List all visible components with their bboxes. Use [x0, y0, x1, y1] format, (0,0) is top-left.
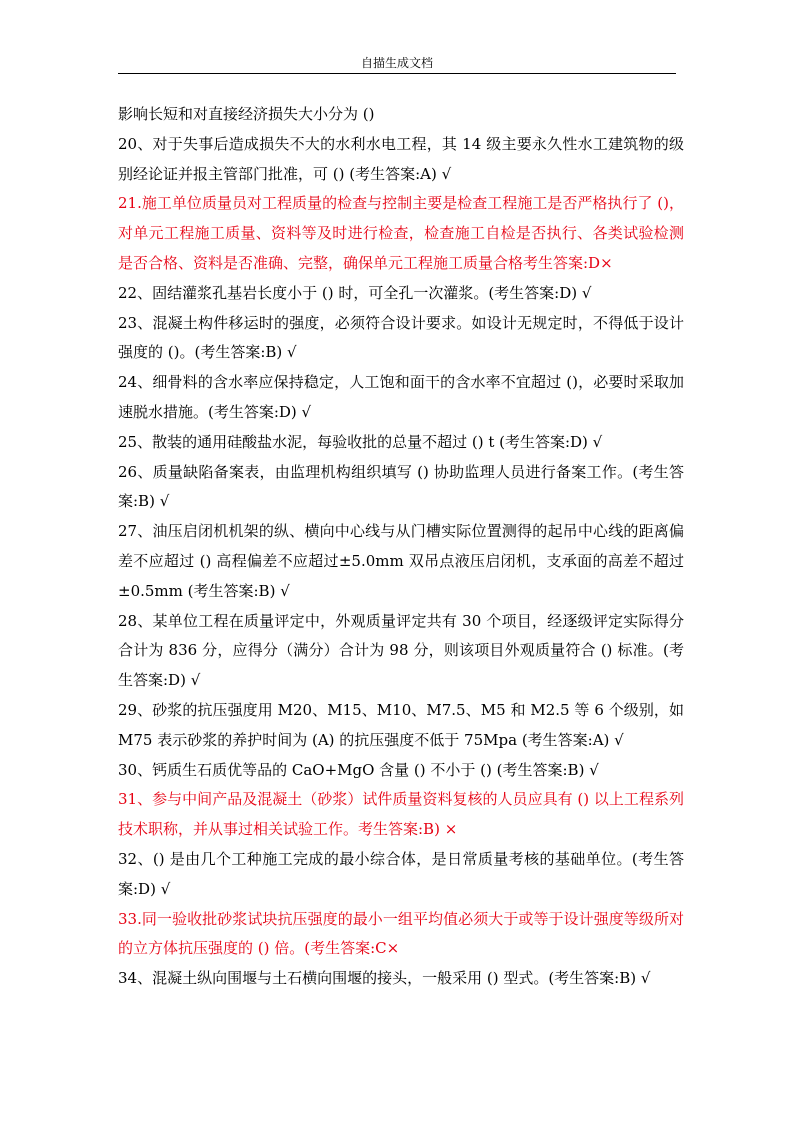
question-text: 27、油压启闭机机架的纵、横向中心线与从门槽实际位置测得的起吊中心线的距离偏差不应超过 () 高程偏差不应超过±5.0mm 双吊点液压启闭机，支承面的高差不超过±0.5mm (考生答案:B) √: [118, 522, 684, 600]
question-text: 20、对于失事后造成损失不大的水利水电工程，其 14 级主要永久性水工建筑物的级别经论证并报主管部门批准，可 () (考生答案:A) √: [118, 134, 684, 183]
question-text: 28、某单位工程在质量评定中，外观质量评定共有 30 个项目，经逐级评定实际得分合计为 836 分，应得分（满分）合计为 98 分，则该项目外观质量符合 () 标准。(考生答案:D) √: [118, 611, 684, 690]
question-text: 21.施工单位质量员对工程质量的检查与控制主要是检查工程施工是否严格执行了 ()，对单元工程施工质量、资料等及时进行检查，检查施工自检是否执行、各类试验检测是否合格、资料是否准确、完整，确保单元工程施工质量合格考生答案:D×: [118, 194, 684, 272]
header-divider: [118, 73, 676, 74]
question-text: 31、参与中间产品及混凝土（砂浆）试件质量资料复核的人员应具有 () 以上工程系列技术职称，并从事过相关试验工作。考生答案:B) ×: [118, 790, 684, 839]
question-text: 25、散装的通用硅酸盐水泥，每验收批的总量不超过 () t (考生答案:D) √: [118, 432, 603, 451]
question-text: 32、() 是由几个工种施工完成的最小综合体，是日常质量考核的基础单位。(考生答案:D) √: [118, 849, 684, 898]
question-text: 33.同一验收批砂浆试块抗压强度的最小一组平均值必须大于或等于设计强度等级所对的立方体抗压强度的 () 倍。(考生答案:C×: [118, 909, 684, 958]
question-text: 30、钙质生石质优等品的 CaO+MgO 含量 () 不小于 () (考生答案:B) √: [118, 760, 599, 779]
question-text: 29、砂浆的抗压强度用 M20、M15、M10、M7.5、M5 和 M2.5 等 6 个级别，如 M75 表示砂浆的养护时间为 (A) 的抗压强度不低于 75Mpa (考生答案:A) √: [118, 700, 684, 749]
question-text: 23、混凝土构件移运时的强度，必须符合设计要求。如设计无规定时，不得低于设计强度的 ()。(考生答案:B) √: [118, 313, 684, 362]
question-text: 影响长短和对直接经济损失大小分为 (): [118, 105, 375, 123]
question-text: 34、混凝土纵向围堰与土石横向围堰的接头，一般采用 () 型式。(考生答案:B) √: [118, 969, 651, 988]
question-text: 22、固结灌浆孔基岩长度小于 () 时，可全孔一次灌浆。(考生答案:D) √: [118, 283, 592, 302]
question-text: 26、质量缺陷备案表，由监理机构组织填写 () 协助监理人员进行备案工作。(考生答案:B) √: [118, 462, 684, 511]
document-body: [118, 100, 684, 994]
page-header-title: 自描生成文档: [360, 56, 433, 70]
question-text: 24、细骨料的含水率应保持稳定，人工饱和面干的含水率不宜超过 ()，必要时采取加速脱水措施。(考生答案:D) √: [118, 373, 684, 421]
